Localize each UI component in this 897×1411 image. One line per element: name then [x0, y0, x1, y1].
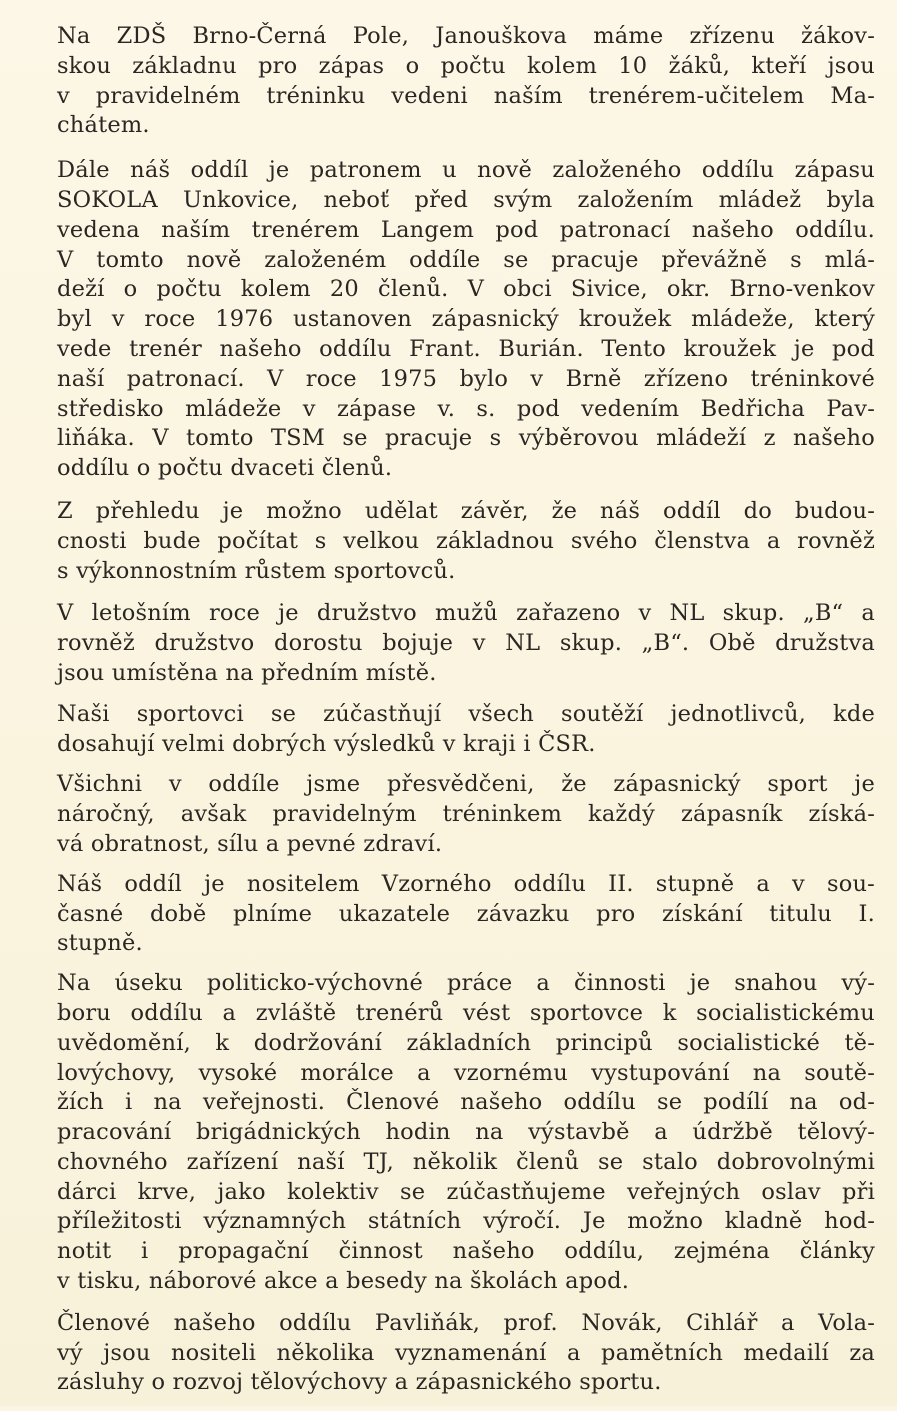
text-line: vede trenér našeho oddílu Frant. Burián. Tento kroužek je pod — [57, 335, 875, 362]
text-line: dárci krve, jako kolektiv se zúčastňujeme veřejných oslav při — [57, 1178, 875, 1205]
text-line: V tomto nově založeném oddíle se pracuje převážně s mlá- — [57, 246, 875, 273]
text-line: naší patronací. V roce 1975 bylo v Brně zřízeno tréninkové — [57, 365, 875, 392]
paragraph — [57, 599, 875, 688]
text-line: rovněž družstvo dorostu bojuje v NL skup. „B“. Obě družstva — [57, 630, 875, 657]
text-line: Na ZDŠ Brno-Černá Pole, Janouškova máme zřízenu žákov- — [57, 23, 875, 49]
paragraph — [57, 156, 875, 484]
text-line: boru oddílu a zvláště trenérů vést sportovce k socialistickému — [57, 999, 875, 1026]
text-line: zásluhy o rozvoj tělovýchovy a zápasnického sportu. — [57, 1369, 662, 1396]
text-line: Dále náš oddíl je patronem u nově založeného oddílu zápasu — [57, 157, 875, 184]
text-line: stupně. — [57, 930, 143, 957]
text-line: oddílu o počtu dvaceti členů. — [57, 455, 393, 482]
text-line: Náš oddíl je nositelem Vzorného oddílu II. stupně a v sou- — [57, 870, 875, 897]
text-line: v tisku, náborové akce a besedy na školách apod. — [57, 1268, 630, 1295]
paragraph — [57, 700, 875, 760]
text-line: Naši sportovci se zúčastňují všech soutěží jednotlivců, kde — [57, 700, 875, 727]
text-line: vý jsou nositeli několika vyznamenání a pamětních medailí za — [57, 1339, 875, 1366]
text-line: chátem. — [57, 112, 150, 139]
text-line: dosahují velmi dobrých výsledků v kraji i ČSR. — [57, 730, 596, 757]
text-line: Členové našeho oddílu Pavliňák, prof. Novák, Cihlář a Vola- — [57, 1309, 875, 1336]
text-line: cnosti bude počítat s velkou základnou svého členstva a rovněž — [57, 527, 875, 554]
text-line: časné době plníme ukazatele závazku pro získání titulu I. — [57, 900, 875, 927]
paragraph — [57, 1309, 875, 1398]
text-line: náročný, avšak pravidelným tréninkem každý zápasník získá- — [57, 801, 875, 828]
paragraph — [57, 22, 875, 141]
text-line: byl v roce 1976 ustanoven zápasnický kroužek mládeže, který — [57, 306, 875, 333]
text-line: vedena naším trenérem Langem pod patronací našeho oddílu. — [57, 216, 875, 243]
text-line: skou základnu pro zápas o počtu kolem 10 žáků, kteří jsou — [57, 52, 875, 79]
text-line: liňáka. V tomto TSM se pracuje s výběrovou mládeží z našeho — [57, 425, 875, 452]
text-line: středisko mládeže v zápase v. s. pod vedením Bedřicha Pav- — [57, 395, 875, 422]
text-line: jsou umístěna na předním místě. — [57, 659, 437, 686]
text-line: chovného zařízení naší TJ, několik členů se stalo dobrovolnými — [57, 1148, 875, 1175]
text-line: Z přehledu je možno udělat závěr, že náš oddíl do budou- — [57, 497, 875, 524]
text-line: Všichni v oddíle jsme přesvědčeni, že zápasnický sport je — [57, 771, 875, 798]
text-line: v pravidelném tréninku vedeni naším trenérem-učitelem Ma- — [57, 82, 875, 109]
text-line: vá obratnost, sílu a pevné zdraví. — [57, 830, 443, 857]
paragraph — [57, 870, 875, 959]
paragraph — [57, 969, 875, 1297]
text-line: příležitosti významných státních výročí. Je možno kladně hod- — [57, 1208, 875, 1235]
text-line: s výkonnostním růstem sportovců. — [57, 557, 456, 584]
paragraph — [57, 497, 875, 586]
paragraph — [57, 770, 875, 859]
text-line: uvědomění, k dodržování základních principů socialistické tě- — [57, 1029, 875, 1056]
text-line: notit i propagační činnost našeho oddílu, zejména články — [57, 1238, 875, 1265]
text-column — [57, 22, 875, 1411]
text-line: pracování brigádnických hodin na výstavbě a údržbě tělový- — [57, 1119, 875, 1146]
text-line: SOKOLA Unkovice, neboť před svým založením mládež byla — [57, 186, 875, 213]
text-line: žích i na veřejnosti. Členové našeho oddílu se podílí na od- — [57, 1089, 875, 1116]
text-line: lovýchovy, vysoké morálce a vzornému vystupování na soutě- — [57, 1059, 875, 1086]
text-line: deží o počtu kolem 20 členů. V obci Sivice, okr. Brno-venkov — [57, 276, 875, 303]
text-line: Na úseku politicko-výchovné práce a činnosti je snahou vý- — [57, 970, 875, 997]
text-line: V letošním roce je družstvo mužů zařazeno v NL skup. „B“ a — [57, 600, 875, 627]
